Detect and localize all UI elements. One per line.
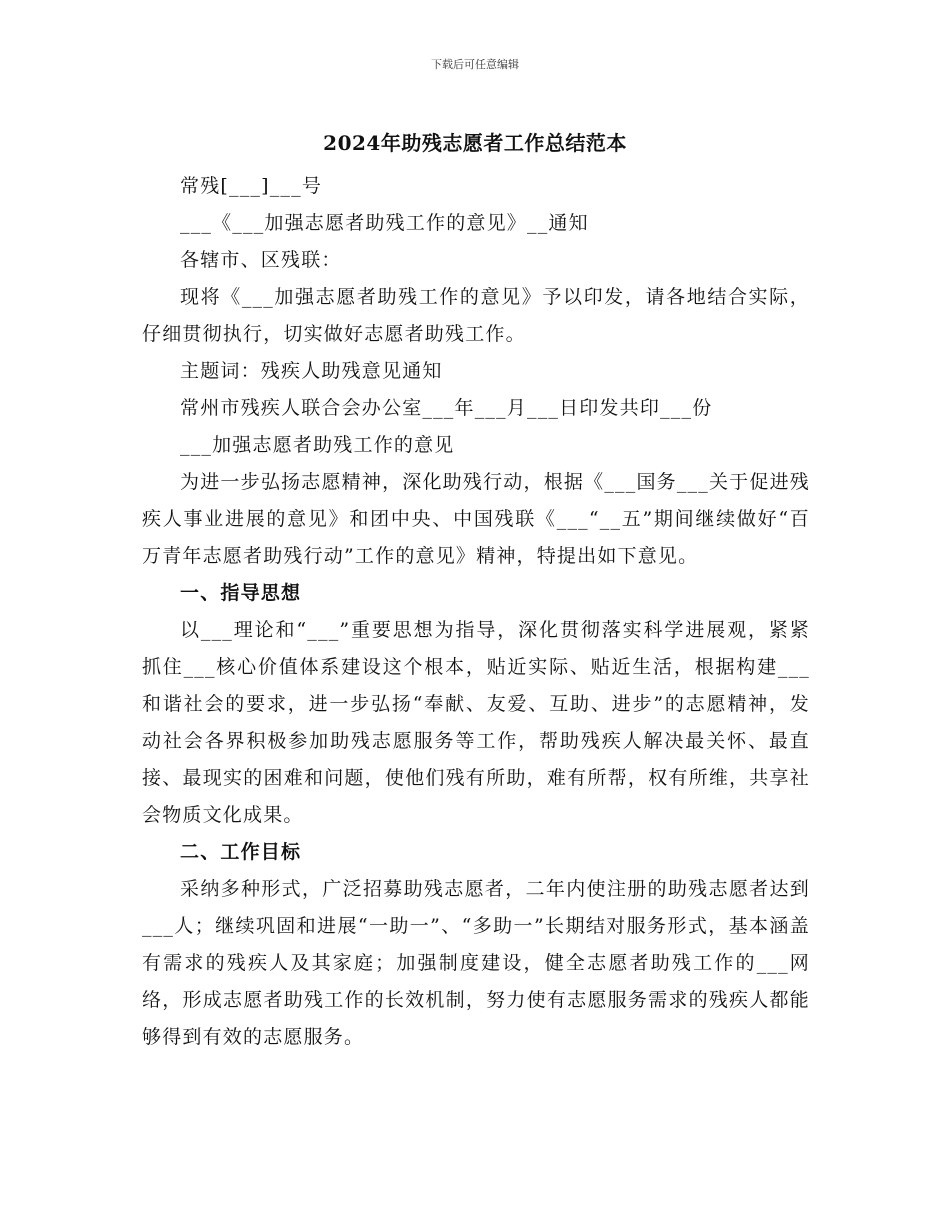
work-goals-paragraph: 采纳多种形式，广泛招募助残志愿者，二年内使注册的助残志愿者达到___人；继续巩固和进展“一助一”、“多助一”长期结对服务形式，基本涵盖有需求的残疾人及其家庭；加强制度建设，健全志愿者助残工作的___网络，形成志愿者助残工作的长效机制，努力使有志愿服务需求的残疾人都能够得到有效的志愿服务。 <box>142 878 810 1048</box>
document-title: 2024年助残志愿者工作总结范本 <box>323 131 627 155</box>
document-number: 常残[___]___号 <box>180 175 323 197</box>
guiding-ideology-paragraph: 以___理论和“___”重要思想为指导，深化贯彻落实科学进展观，紧紧抓住___核心价值体系建设这个根本，贴近实际、贴近生活，根据构建___和谐社会的要求，进一步弘扬“奉献、友爱、互助、进步”的志愿精神，发动社会各界积极参加助残志愿服务等工作，帮助残疾人解决最关怀、最直接、最现实的困难和问题，使他们残有所助，难有所帮，权有所维，共享社会物质文化成果。 <box>142 619 810 826</box>
intro-paragraph: 为进一步弘扬志愿精神，深化助残行动，根据《___国务___关于促进残疾人事业进展的意见》和团中央、中国残联《___“__五”期间继续做好“百万青年志愿者助残行动”工作的意见》精神，特提出如下意见。 <box>142 471 810 567</box>
notice-body: 现将《___加强志愿者助残工作的意见》予以印发，请各地结合实际，仔细贯彻执行，切实做好志愿者助残工作。 <box>142 286 810 345</box>
subject-keywords: 主题词：残疾人助残意见通知 <box>180 360 443 382</box>
opinion-title: ___加强志愿者助残工作的意见 <box>180 434 455 456</box>
section-heading-guiding-ideology: 一、指导思想 <box>180 582 302 604</box>
section-heading-work-goals: 二、工作目标 <box>180 841 302 863</box>
addressee: 各辖市、区残联： <box>180 249 342 271</box>
issuing-office: 常州市残疾人联合会办公室___年___月___日印发共印___份 <box>180 397 713 419</box>
document-body <box>142 168 810 1056</box>
notice-title: ___《___加强志愿者助残工作的意见》__通知 <box>180 212 589 234</box>
page-header-note: 下载后可任意编辑 <box>431 58 519 71</box>
